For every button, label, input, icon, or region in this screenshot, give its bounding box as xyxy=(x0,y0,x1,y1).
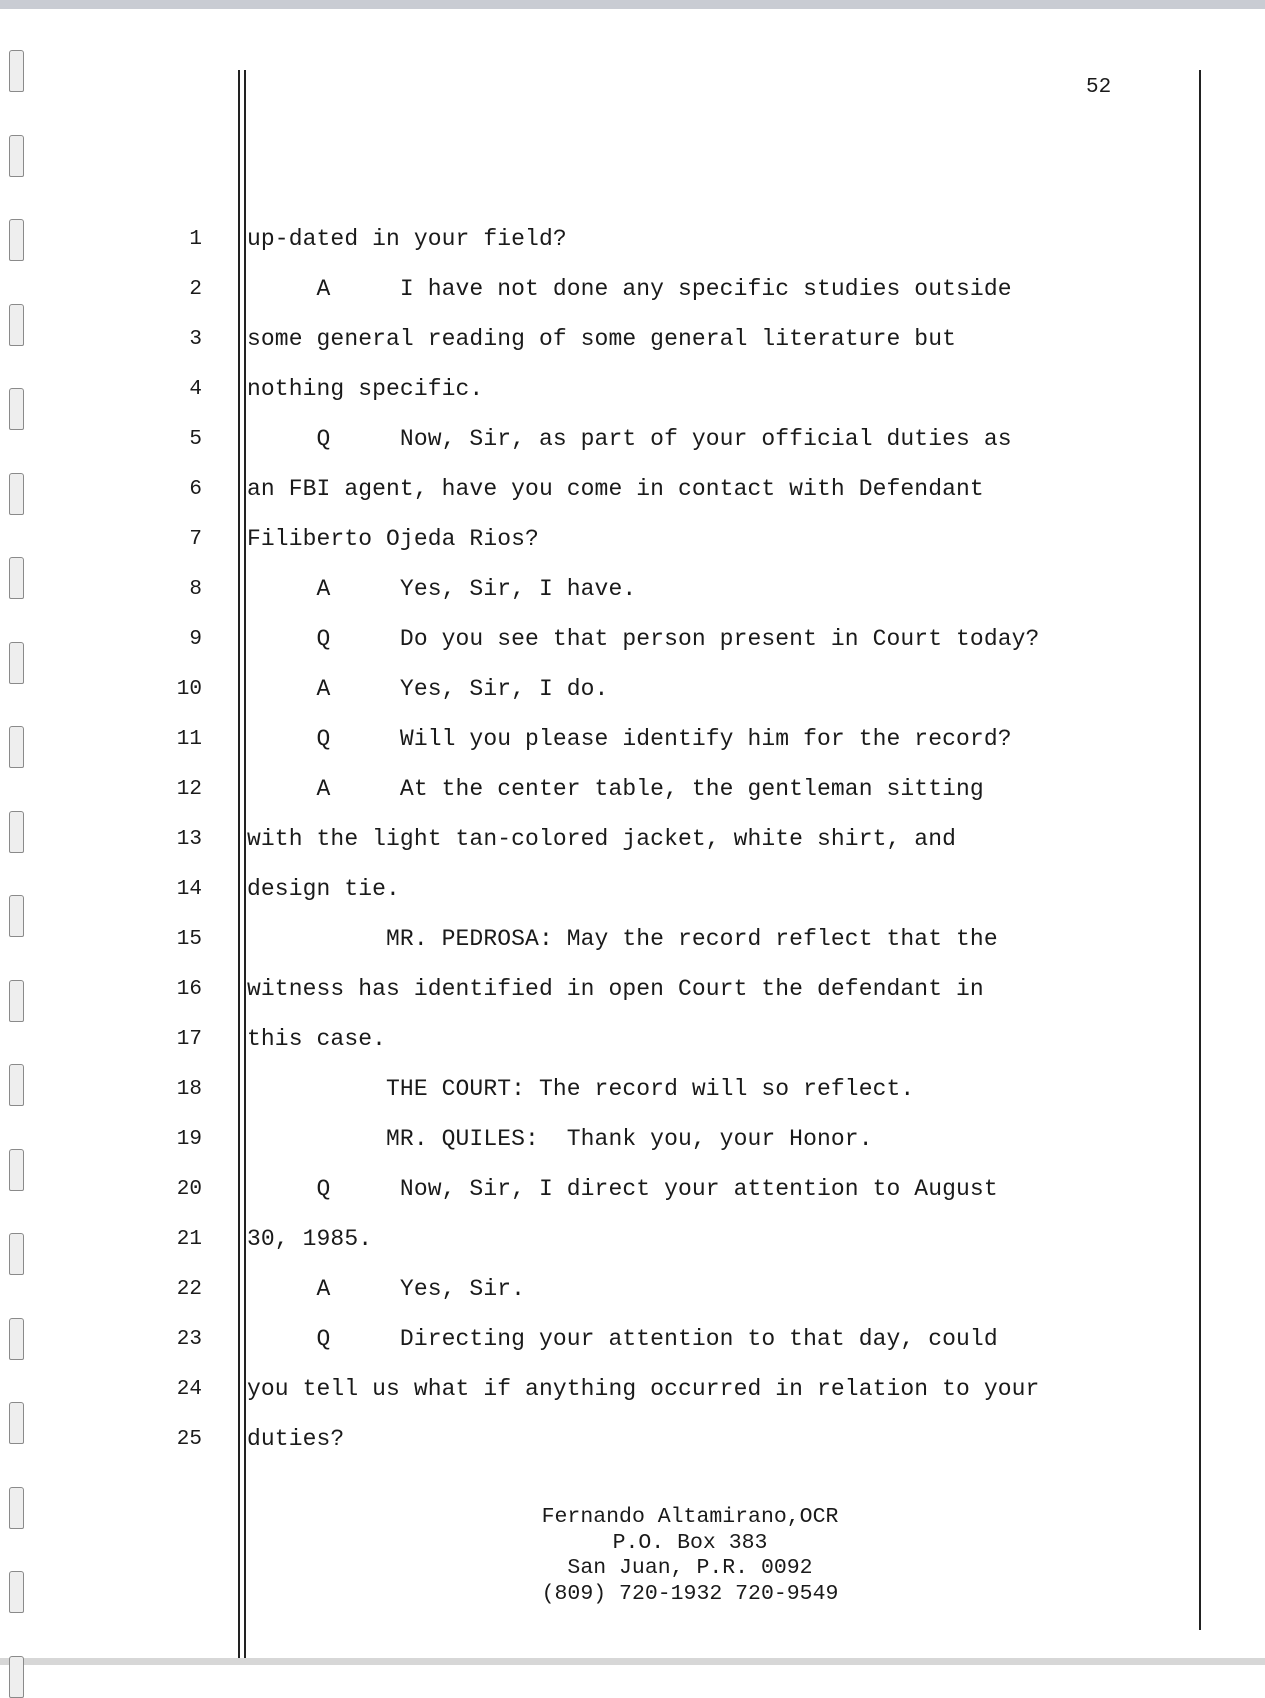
line-number: 4 xyxy=(189,378,202,401)
reporter-name: Fernando Altamirano,OCR xyxy=(541,1505,839,1529)
punch-hole xyxy=(9,642,24,684)
line-number: 22 xyxy=(176,1278,202,1301)
punch-hole xyxy=(9,1487,24,1529)
line-number: 18 xyxy=(176,1078,202,1101)
punch-hole xyxy=(9,557,24,599)
margin-rule-right xyxy=(1199,70,1201,1630)
line-number: 16 xyxy=(176,978,202,1001)
transcript-line: Q Do you see that person present in Court today? xyxy=(247,626,1040,652)
punch-hole xyxy=(9,1318,24,1360)
line-number: 13 xyxy=(176,828,202,851)
punch-hole xyxy=(9,1402,24,1444)
transcript-line: nothing specific. xyxy=(247,376,484,402)
punch-hole xyxy=(9,726,24,768)
line-number: 23 xyxy=(176,1328,202,1351)
transcript-line: design tie. xyxy=(247,876,400,902)
punch-hole xyxy=(9,473,24,515)
line-number: 14 xyxy=(176,878,202,901)
line-number: 12 xyxy=(176,778,202,801)
transcript-line: an FBI agent, have you come in contact with Defendant xyxy=(247,476,984,502)
punch-hole xyxy=(9,1233,24,1275)
line-number: 8 xyxy=(189,578,202,601)
transcript-line: Q Now, Sir, I direct your attention to August xyxy=(247,1176,998,1202)
line-number: 1 xyxy=(189,228,202,251)
line-number: 17 xyxy=(176,1028,202,1051)
line-number: 21 xyxy=(176,1228,202,1251)
transcript-line: Q Directing your attention to that day, could xyxy=(247,1326,998,1352)
punch-hole xyxy=(9,304,24,346)
scan-bottom-edge xyxy=(0,1658,1265,1665)
line-number: 2 xyxy=(189,278,202,301)
line-number: 15 xyxy=(176,928,202,951)
line-number: 5 xyxy=(189,428,202,451)
transcript-line: 30, 1985. xyxy=(247,1226,373,1252)
punch-hole xyxy=(9,1656,24,1698)
punch-hole xyxy=(9,895,24,937)
transcript-line: A I have not done any specific studies outside xyxy=(247,276,1012,302)
punch-hole xyxy=(9,1571,24,1613)
punch-hole xyxy=(9,980,24,1022)
transcript-line: this case. xyxy=(247,1026,387,1052)
punch-hole xyxy=(9,219,24,261)
margin-rule-left-1 xyxy=(238,70,240,1658)
transcript-line: A At the center table, the gentleman sitting xyxy=(247,776,984,802)
transcript-line: up-dated in your field? xyxy=(247,226,567,252)
transcript-line: with the light tan-colored jacket, white shirt, and xyxy=(247,826,957,852)
punch-hole xyxy=(9,50,24,92)
line-number: 10 xyxy=(176,678,202,701)
transcript-line: A Yes, Sir, I do. xyxy=(247,676,609,702)
punch-hole xyxy=(9,388,24,430)
punch-hole xyxy=(9,1064,24,1106)
transcript-line: MR. PEDROSA: May the record reflect that the xyxy=(247,926,998,952)
line-number: 20 xyxy=(176,1178,202,1201)
transcript-line: MR. QUILES: Thank you, your Honor. xyxy=(247,1126,873,1152)
reporter-po-box: P.O. Box 383 xyxy=(612,1530,768,1555)
scan-top-edge xyxy=(0,0,1265,9)
punch-hole xyxy=(9,811,24,853)
line-number: 25 xyxy=(176,1428,202,1451)
reporter-footer xyxy=(440,1505,940,1607)
line-number: 6 xyxy=(189,478,202,501)
line-number: 24 xyxy=(176,1378,202,1401)
transcript-line: A Yes, Sir. xyxy=(247,1276,526,1302)
transcript-line: some general reading of some general literature but xyxy=(247,326,957,352)
line-number: 19 xyxy=(176,1128,202,1151)
transcript-line: Filiberto Ojeda Rios? xyxy=(247,526,539,552)
line-number: 3 xyxy=(189,328,202,351)
transcript-line: duties? xyxy=(247,1426,345,1452)
transcript-line: witness has identified in open Court the defendant in xyxy=(247,976,984,1002)
line-number: 9 xyxy=(189,628,202,651)
transcript-line: you tell us what if anything occurred in relation to your xyxy=(247,1376,1040,1402)
transcript-line: Q Will you please identify him for the record? xyxy=(247,726,1012,752)
transcript-line: A Yes, Sir, I have. xyxy=(247,576,637,602)
reporter-phone: (809) 720-1932 720-9549 xyxy=(541,1581,839,1606)
punch-hole xyxy=(9,1149,24,1191)
transcript-line: THE COURT: The record will so reflect. xyxy=(247,1076,915,1102)
page-number: 52 xyxy=(1086,76,1112,99)
reporter-city: San Juan, P.R. 0092 xyxy=(567,1556,813,1580)
margin-rule-left-2 xyxy=(244,70,246,1658)
line-number: 7 xyxy=(189,528,202,551)
line-number: 11 xyxy=(176,728,202,751)
transcript-line: Q Now, Sir, as part of your official duties as xyxy=(247,426,1012,452)
punch-hole xyxy=(9,135,24,177)
